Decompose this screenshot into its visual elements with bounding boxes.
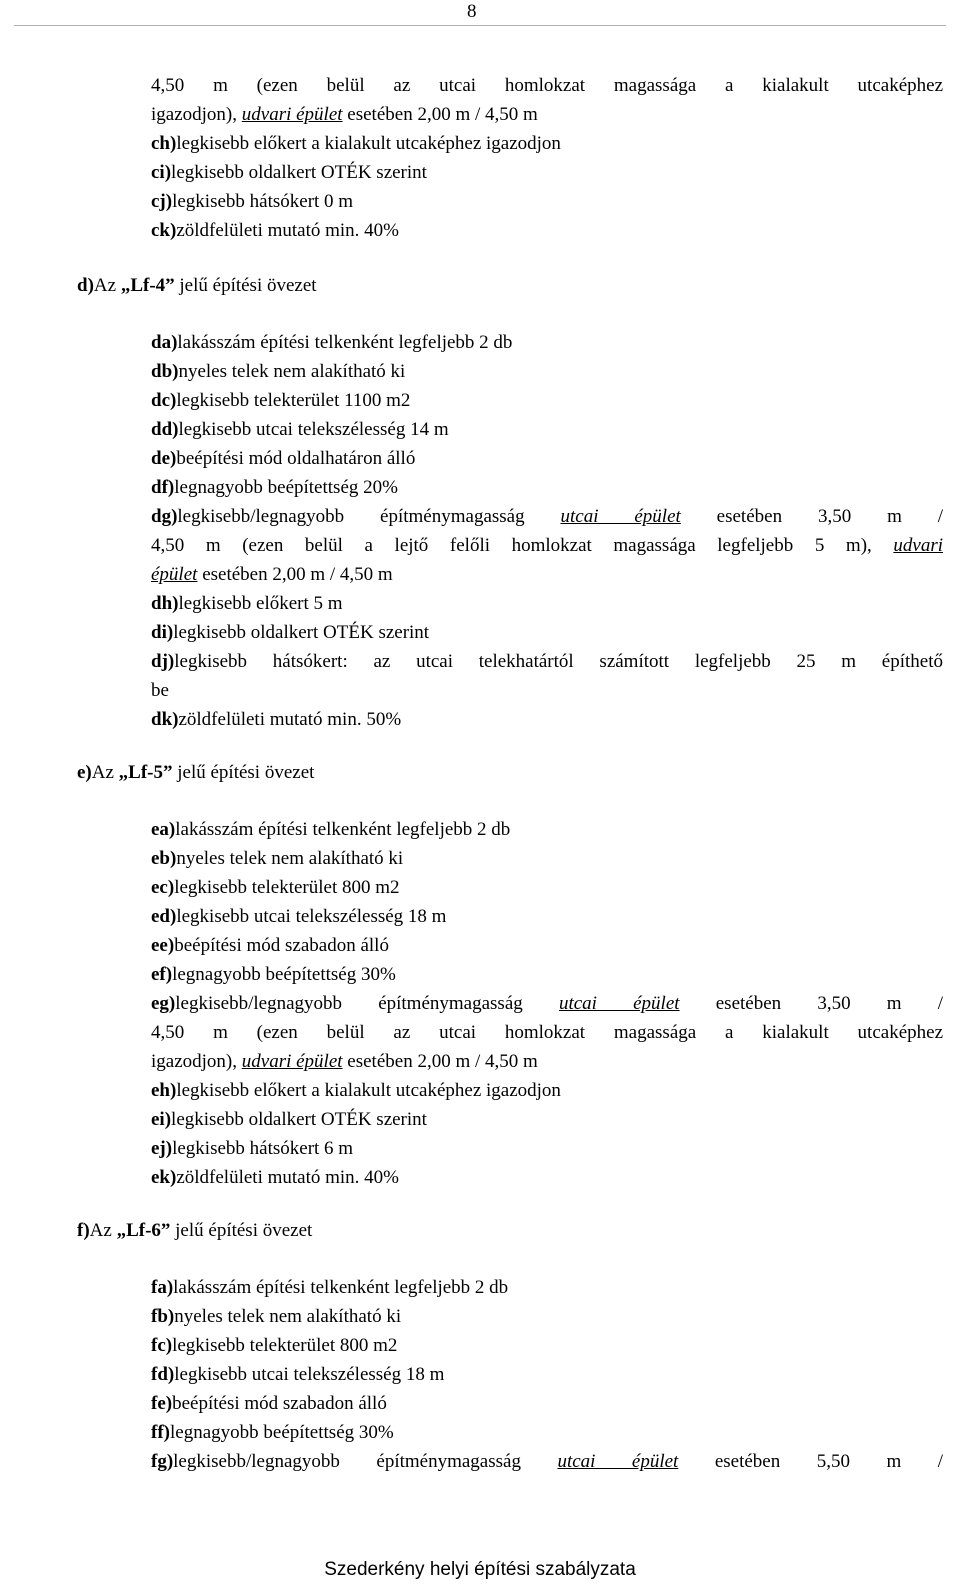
item-code: ed) xyxy=(151,906,177,927)
item-code: fb) xyxy=(151,1306,175,1327)
item-code: fd) xyxy=(151,1364,175,1385)
item-code: dc) xyxy=(151,390,177,411)
item-code: dg) xyxy=(151,506,178,527)
list-item: dk)zöldfelületi mutató min. 50% xyxy=(151,709,402,730)
text-line: igazodjon), udvari épület esetében 2,00 m / 4,50 m xyxy=(151,1051,538,1072)
item-code: fg) xyxy=(151,1451,174,1472)
section-code: f) xyxy=(77,1220,90,1241)
item-code: df) xyxy=(151,477,175,498)
item-code: de) xyxy=(151,448,177,469)
item-code: ee) xyxy=(151,935,175,956)
page-footer: Szederkény helyi építési szabályzata xyxy=(324,1559,636,1580)
list-item: cj)legkisebb hátsókert 0 m xyxy=(151,191,354,212)
list-item: dj)legkisebb hátsókert: az utcai telekhatártól számított legfeljebb 25 m építhető xyxy=(151,651,943,672)
defined-term: utcai épület xyxy=(560,506,681,527)
item-code: cj) xyxy=(151,191,173,212)
list-item: ef)legnagyobb beépítettség 30% xyxy=(151,964,396,985)
item-code: da) xyxy=(151,332,178,353)
defined-term: udvari épület xyxy=(241,104,343,125)
item-code: ec) xyxy=(151,877,175,898)
list-item: db)nyeles telek nem alakítható ki xyxy=(151,361,406,382)
section-c-tail xyxy=(151,71,943,245)
item-code: dd) xyxy=(151,419,179,440)
header-rule xyxy=(14,25,946,26)
item-code: ef) xyxy=(151,964,173,985)
item-code: dk) xyxy=(151,709,179,730)
list-item: dg)legkisebb/legnagyobb építménymagasság utcai épület esetében 3,50 m / xyxy=(151,506,944,527)
text-line: be xyxy=(151,680,169,701)
list-item: fg)legkisebb/legnagyobb építménymagasság utcai épület esetében 5,50 m / xyxy=(151,1451,943,1472)
list-item: fb)nyeles telek nem alakítható ki xyxy=(151,1306,402,1327)
list-item: dh)legkisebb előkert 5 m xyxy=(151,593,343,614)
section-f-list xyxy=(151,1273,943,1476)
defined-term: utcai épület xyxy=(558,993,680,1014)
list-item: ej)legkisebb hátsókert 6 m xyxy=(151,1138,354,1159)
section-heading-d: d)Az „Lf-4” jelű építési övezet xyxy=(77,275,317,296)
item-code: dj) xyxy=(151,651,175,672)
zone-name: „Lf-4” xyxy=(120,275,175,296)
list-item: dc)legkisebb telekterület 1100 m2 xyxy=(151,390,411,411)
page-number: 8 xyxy=(467,1,477,22)
text-line: 4,50 m (ezen belül a lejtő felőli homlokzat magassága legfeljebb 5 m), udvari xyxy=(151,535,943,556)
list-item: ci)legkisebb oldalkert OTÉK szerint xyxy=(151,162,427,183)
text-line: igazodjon), udvari épület esetében 2,00 m / 4,50 m xyxy=(151,104,538,125)
item-code: eh) xyxy=(151,1080,177,1101)
list-item: ck)zöldfelületi mutató min. 40% xyxy=(151,220,400,241)
defined-term: utcai épület xyxy=(557,1451,679,1472)
defined-term: épület xyxy=(151,564,198,585)
list-item: eg)legkisebb/legnagyobb építménymagasság utcai épület esetében 3,50 m / xyxy=(151,993,944,1014)
item-code: eb) xyxy=(151,848,177,869)
list-item: di)legkisebb oldalkert OTÉK szerint xyxy=(151,622,430,643)
list-item: de)beépítési mód oldalhatáron álló xyxy=(151,448,416,469)
item-code: eg) xyxy=(151,993,176,1014)
list-item: fc)legkisebb telekterület 800 m2 xyxy=(151,1335,398,1356)
section-code: e) xyxy=(77,762,92,783)
list-item: eb)nyeles telek nem alakítható ki xyxy=(151,848,404,869)
section-code: d) xyxy=(77,275,94,296)
item-code: ea) xyxy=(151,819,176,840)
item-code: fc) xyxy=(151,1335,173,1356)
list-item: df)legnagyobb beépítettség 20% xyxy=(151,477,398,498)
item-code: di) xyxy=(151,622,174,643)
list-item: ec)legkisebb telekterület 800 m2 xyxy=(151,877,400,898)
item-code: db) xyxy=(151,361,179,382)
zone-name: „Lf-5” xyxy=(118,762,173,783)
list-item: ek)zöldfelületi mutató min. 40% xyxy=(151,1167,400,1188)
list-item: ei)legkisebb oldalkert OTÉK szerint xyxy=(151,1109,427,1130)
list-item: fa)lakásszám építési telkenként legfeljebb 2 db xyxy=(151,1277,509,1298)
section-e-list xyxy=(151,815,943,1192)
zone-name: „Lf-6” xyxy=(116,1220,171,1241)
item-code: ej) xyxy=(151,1138,173,1159)
item-code: fe) xyxy=(151,1393,173,1414)
list-item: da)lakásszám építési telkenként legfeljebb 2 db xyxy=(151,332,513,353)
text-line: 4,50 m (ezen belül az utcai homlokzat magassága a kialakult utcaképhez xyxy=(151,1022,943,1043)
defined-term: udvari épület xyxy=(241,1051,343,1072)
list-item: ee)beépítési mód szabadon álló xyxy=(151,935,389,956)
text-line: 4,50 m (ezen belül az utcai homlokzat magassága a kialakult utcaképhez xyxy=(151,75,943,96)
list-item: fe)beépítési mód szabadon álló xyxy=(151,1393,387,1414)
section-d-list xyxy=(151,328,943,734)
item-code: ff) xyxy=(151,1422,170,1443)
section-heading-f: f)Az „Lf-6” jelű építési övezet xyxy=(77,1220,313,1241)
item-code: ci) xyxy=(151,162,172,183)
list-item: ea)lakásszám építési telkenként legfeljebb 2 db xyxy=(151,819,511,840)
item-code: fa) xyxy=(151,1277,174,1298)
text-line: épület esetében 2,00 m / 4,50 m xyxy=(151,564,393,585)
item-code: ek) xyxy=(151,1167,177,1188)
list-item: ch)legkisebb előkert a kialakult utcaképhez igazodjon xyxy=(151,133,561,154)
list-item: fd)legkisebb utcai telekszélesség 18 m xyxy=(151,1364,445,1385)
list-item: ff)legnagyobb beépítettség 30% xyxy=(151,1422,394,1443)
list-item: dd)legkisebb utcai telekszélesség 14 m xyxy=(151,419,449,440)
list-item: ed)legkisebb utcai telekszélesség 18 m xyxy=(151,906,447,927)
item-code: ck) xyxy=(151,220,177,241)
section-heading-e: e)Az „Lf-5” jelű építési övezet xyxy=(77,762,315,783)
item-code: dh) xyxy=(151,593,179,614)
item-code: ei) xyxy=(151,1109,172,1130)
defined-term: udvari xyxy=(893,535,943,556)
list-item: eh)legkisebb előkert a kialakult utcaképhez igazodjon xyxy=(151,1080,561,1101)
item-code: ch) xyxy=(151,133,177,154)
